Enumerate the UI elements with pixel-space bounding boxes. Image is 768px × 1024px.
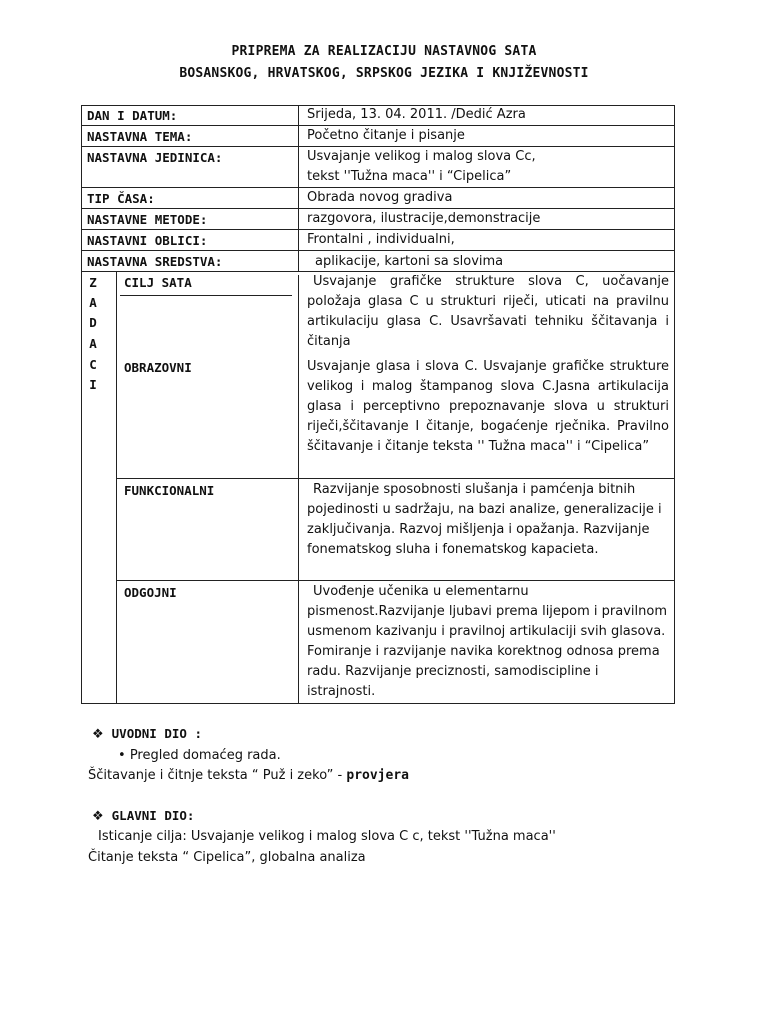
zadaci-letter: A bbox=[89, 336, 97, 351]
table-border-top bbox=[81, 105, 675, 106]
row-label-date: DAN I DATUM: bbox=[87, 108, 178, 123]
zadaci-letter: A bbox=[89, 295, 97, 310]
table-border-left bbox=[81, 105, 82, 704]
zadaci-letter: D bbox=[89, 315, 97, 330]
row-value-date: Srijeda, 13. 04. 2011. /Dedić Azra bbox=[307, 107, 526, 122]
row-value-unit: Usvajanje velikog i malog slova Cc, bbox=[307, 149, 536, 164]
cilj-sata-text: Usvajanje grafičke strukture slova C, uočavanje položaja glasa C u strukturi riječi, uticati na pravilnu artikulaciju glasa C. Usavršavati tehniku ščitavanja i čitanja bbox=[307, 274, 669, 349]
row-label-topic: NASTAVNA TEMA: bbox=[87, 129, 193, 144]
zadaci-column-divider bbox=[116, 271, 117, 704]
zadaci-letter: I bbox=[89, 377, 97, 392]
row-value-resources: aplikacije, kartoni sa slovima bbox=[315, 254, 504, 269]
zadaci-letter: C bbox=[89, 357, 97, 372]
row-label-methods: NASTAVNE METODE: bbox=[87, 212, 208, 227]
row-value-methods: razgovora, ilustracije,demonstracije bbox=[307, 211, 541, 226]
uvodni-reading-line: Ščitavanje i čitnje teksta “ Puž i zeko” - provjera bbox=[88, 768, 409, 783]
row-label-resources: NASTAVNA SREDSTVA: bbox=[87, 254, 223, 269]
provjera-bold: provjera bbox=[346, 768, 409, 783]
odgojni-text: Uvođenje učenika u elementarnu pismenost.Razvijanje ljubavi prema lijepom i pravilnom usmenom kazivanju i pravilnoj artikulaciji svih glasova. Fomiranje i razvijanje navika korektnog odnosa prema radu. Razvijanje preciznosti, samodiscipline i istrajnosti. bbox=[307, 584, 668, 699]
row-divider bbox=[81, 187, 675, 188]
lesson-plan-table bbox=[81, 105, 675, 704]
column-divider-upper bbox=[298, 105, 299, 272]
row-divider bbox=[81, 208, 675, 209]
row-divider bbox=[81, 125, 675, 126]
funkcionalni-label: FUNKCIONALNI bbox=[124, 483, 215, 498]
row-divider bbox=[116, 580, 675, 581]
table-border-bottom bbox=[81, 703, 675, 704]
diamond-bullet-icon: ❖ bbox=[92, 809, 104, 824]
diamond-bullet-icon: ❖ bbox=[92, 727, 104, 742]
row-label-lesson-type: TIP ČASA: bbox=[87, 191, 155, 206]
glavni-heading: ❖ GLAVNI DIO: bbox=[92, 808, 195, 824]
row-value-unit-line-2: tekst ''Tužna maca'' i “Cipelica” bbox=[307, 169, 512, 184]
row-value-forms: Frontalni , individualni, bbox=[307, 232, 455, 247]
obrazovni-label: OBRAZOVNI bbox=[124, 360, 192, 375]
row-label-forms: NASTAVNI OBLICI: bbox=[87, 233, 208, 248]
table-border-right bbox=[674, 105, 675, 704]
obrazovni-text: Usvajanje glasa i slova C. Usvajanje grafičke strukture velikog i malog štampanog slova C.Jasna artikulacija glasa i perceptivno prepoznavanje slova u strukturi riječi,ščitavanje I čitanje, bogaćenje rječnika. Pravilno ščitavanje i čitanje teksta '' Tužna maca'' i “Cipelica” bbox=[307, 359, 669, 454]
row-divider bbox=[81, 146, 675, 147]
row-divider bbox=[116, 478, 675, 479]
document-title-line-2: BOSANSKOG, HRVATSKOG, SRPSKOG JEZIKA I KNJIŽEVNOSTI bbox=[179, 66, 589, 81]
row-value-topic: Početno čitanje i pisanje bbox=[307, 128, 465, 143]
glavni-line-2: Čitanje teksta “ Cipelica”, globalna analiza bbox=[88, 850, 366, 865]
uvodni-bullet-item: • Pregled domaćeg rada. bbox=[118, 748, 281, 763]
uvodni-heading: ❖ UVODNI DIO : bbox=[92, 726, 202, 742]
document-title-line-1: PRIPREMA ZA REALIZACIJU NASTAVNOG SATA bbox=[231, 44, 537, 59]
cilj-sata-label: CILJ SATA bbox=[124, 275, 192, 290]
row-divider bbox=[81, 250, 675, 251]
funkcionalni-text: Razvijanje sposobnosti slušanja i pamćenja bitnih pojedinosti u sadržaju, na bazi analize, generalizacije i zaključivanja. Razvoj mišljenja i opažanja. Razvijanje fonematskog sluha i fonematskog kapacieta. bbox=[307, 482, 662, 557]
glavni-line-1: Isticanje cilja: Usvajanje velikog i malog slova C c, tekst ''Tužna maca'' bbox=[98, 829, 556, 844]
row-label-unit: NASTAVNA JEDINICA: bbox=[87, 150, 223, 165]
row-divider bbox=[81, 229, 675, 230]
column-divider-lower bbox=[298, 275, 299, 704]
bullet-dot-icon: • bbox=[118, 748, 130, 763]
zadaci-letter: Z bbox=[89, 275, 97, 290]
cilj-underline bbox=[120, 295, 292, 296]
row-value-lesson-type: Obrada novog gradiva bbox=[307, 190, 453, 205]
odgojni-label: ODGOJNI bbox=[124, 585, 177, 600]
